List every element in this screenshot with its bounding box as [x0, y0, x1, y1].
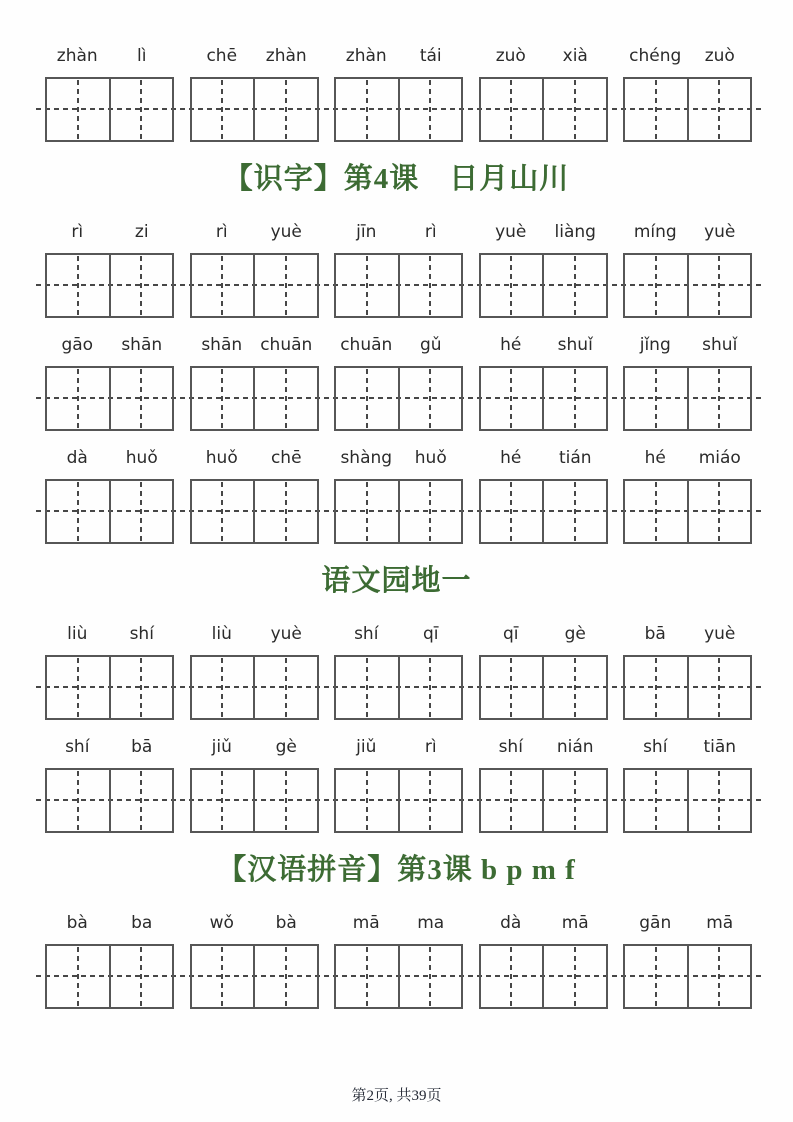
writing-cell — [542, 79, 606, 140]
writing-cell — [481, 946, 543, 1007]
pinyin-syllable: zuò — [495, 46, 526, 66]
word-unit — [45, 448, 174, 544]
writing-grid — [334, 366, 463, 431]
pinyin-syllable: huǒ — [414, 448, 447, 468]
pinyin-syllable: rì — [424, 222, 437, 242]
word-unit-list — [45, 222, 752, 318]
pinyin-syllable: qī — [502, 624, 519, 644]
word-unit-list — [45, 335, 752, 431]
writing-cell — [109, 946, 173, 1007]
writing-cell — [687, 657, 751, 718]
word-row — [45, 913, 752, 1009]
writing-cell — [481, 79, 543, 140]
writing-cell — [542, 481, 606, 542]
writing-cell — [336, 481, 398, 542]
pinyin-labels — [623, 222, 752, 253]
word-unit — [623, 222, 752, 318]
pinyin-labels — [190, 448, 319, 479]
pinyin-labels — [479, 222, 608, 253]
pinyin-syllable: shí — [498, 737, 523, 757]
writing-cell — [687, 770, 751, 831]
writing-grid — [479, 944, 608, 1009]
pinyin-syllable: xià — [562, 46, 588, 66]
word-unit — [190, 222, 319, 318]
pinyin-syllable: bà — [275, 913, 297, 933]
pinyin-syllable: dà — [66, 448, 88, 468]
writing-grid — [190, 253, 319, 318]
writing-cell — [481, 770, 543, 831]
pinyin-labels — [45, 46, 174, 77]
word-unit — [190, 335, 319, 431]
writing-cell — [625, 255, 687, 316]
word-row — [45, 335, 752, 431]
word-unit — [479, 448, 608, 544]
pinyin-syllable: hé — [644, 448, 666, 468]
writing-grid — [45, 655, 174, 720]
writing-cell — [47, 255, 109, 316]
writing-cell — [687, 368, 751, 429]
writing-grid — [479, 768, 608, 833]
writing-grid — [623, 366, 752, 431]
word-unit — [45, 335, 174, 431]
pinyin-syllable: hé — [500, 335, 522, 355]
writing-grid — [334, 944, 463, 1009]
writing-cell — [398, 770, 462, 831]
writing-grid — [334, 479, 463, 544]
pinyin-syllable: zhàn — [56, 46, 98, 66]
writing-grid — [479, 655, 608, 720]
word-unit — [623, 624, 752, 720]
writing-cell — [47, 79, 109, 140]
pinyin-labels — [190, 737, 319, 768]
writing-grid — [623, 253, 752, 318]
writing-cell — [481, 481, 543, 542]
word-unit-list — [45, 448, 752, 544]
word-unit — [334, 46, 463, 142]
writing-cell — [542, 368, 606, 429]
writing-grid — [334, 768, 463, 833]
writing-cell — [109, 79, 173, 140]
word-unit — [334, 222, 463, 318]
writing-grid — [334, 77, 463, 142]
pinyin-syllable: chuān — [260, 335, 313, 355]
word-unit — [334, 737, 463, 833]
word-unit — [190, 46, 319, 142]
writing-cell — [192, 79, 254, 140]
pinyin-syllable: liàng — [554, 222, 596, 242]
writing-cell — [109, 657, 173, 718]
pinyin-labels — [190, 624, 319, 655]
pinyin-syllable: shí — [354, 624, 379, 644]
word-unit — [479, 624, 608, 720]
writing-grid — [45, 944, 174, 1009]
writing-cell — [625, 946, 687, 1007]
word-row — [45, 222, 752, 318]
pinyin-labels — [479, 448, 608, 479]
pinyin-syllable: chuān — [340, 335, 393, 355]
writing-cell — [398, 946, 462, 1007]
pinyin-labels — [623, 624, 752, 655]
pinyin-labels — [479, 46, 608, 77]
pinyin-labels — [623, 448, 752, 479]
pinyin-syllable: bà — [66, 913, 88, 933]
pinyin-syllable: mā — [352, 913, 380, 933]
pinyin-syllable: gāo — [61, 335, 94, 355]
section-heading-yuwen-yuandi-1: 语文园地一 — [321, 565, 472, 597]
writing-grid — [45, 479, 174, 544]
writing-grid — [479, 253, 608, 318]
writing-cell — [398, 657, 462, 718]
word-row — [45, 624, 752, 720]
word-unit — [190, 913, 319, 1009]
writing-cell — [687, 79, 751, 140]
pinyin-syllable: bā — [644, 624, 666, 644]
pinyin-syllable: lì — [137, 46, 147, 66]
pinyin-syllable: shàng — [340, 448, 393, 468]
writing-cell — [336, 657, 398, 718]
pinyin-syllable: dà — [500, 913, 522, 933]
writing-grid — [479, 479, 608, 544]
writing-cell — [481, 255, 543, 316]
pinyin-syllable: yuè — [704, 222, 736, 242]
pinyin-labels — [334, 46, 463, 77]
writing-grid — [334, 655, 463, 720]
pinyin-labels — [479, 335, 608, 366]
pinyin-syllable: gān — [639, 913, 672, 933]
writing-cell — [109, 255, 173, 316]
pinyin-labels — [334, 913, 463, 944]
word-unit — [190, 624, 319, 720]
word-unit-list — [45, 46, 752, 142]
writing-cell — [253, 79, 317, 140]
pinyin-syllable: tián — [558, 448, 592, 468]
pinyin-labels — [45, 335, 174, 366]
writing-cell — [625, 79, 687, 140]
writing-grid — [334, 253, 463, 318]
pinyin-syllable: rì — [215, 222, 228, 242]
word-unit — [623, 46, 752, 142]
section-heading-shizi-lesson4: 【识字】第4课 日月山川 — [223, 163, 570, 195]
word-unit-list — [45, 913, 752, 1009]
writing-cell — [109, 368, 173, 429]
writing-cell — [253, 481, 317, 542]
writing-cell — [336, 255, 398, 316]
pinyin-syllable: chéng — [629, 46, 682, 66]
writing-cell — [192, 657, 254, 718]
writing-cell — [253, 770, 317, 831]
word-unit — [623, 737, 752, 833]
pinyin-syllable: liù — [67, 624, 88, 644]
word-row — [45, 448, 752, 544]
pinyin-labels — [334, 737, 463, 768]
writing-cell — [192, 770, 254, 831]
word-unit — [623, 448, 752, 544]
writing-grid — [190, 479, 319, 544]
pinyin-syllable: chē — [270, 448, 302, 468]
writing-cell — [542, 657, 606, 718]
pinyin-syllable: wǒ — [209, 913, 234, 933]
pinyin-syllable: nián — [556, 737, 594, 757]
pinyin-labels — [623, 737, 752, 768]
writing-grid — [190, 77, 319, 142]
pinyin-syllable: shuǐ — [702, 335, 738, 355]
writing-cell — [542, 770, 606, 831]
writing-cell — [542, 946, 606, 1007]
pinyin-syllable: gǔ — [419, 335, 442, 355]
writing-grid — [623, 479, 752, 544]
writing-cell — [625, 770, 687, 831]
pinyin-syllable: jiǔ — [356, 737, 377, 757]
word-unit — [190, 448, 319, 544]
pinyin-labels — [623, 46, 752, 77]
pinyin-syllable: mā — [706, 913, 734, 933]
pinyin-syllable: jiǔ — [211, 737, 232, 757]
writing-cell — [47, 368, 109, 429]
word-unit — [479, 913, 608, 1009]
pinyin-syllable: gè — [564, 624, 586, 644]
word-row — [45, 46, 752, 142]
pinyin-syllable: yuè — [495, 222, 527, 242]
pinyin-syllable: ba — [131, 913, 153, 933]
section-heading-hanyu-pinyin-lesson3: 【汉语拼音】第3课 b p m f — [217, 854, 576, 886]
writing-grid — [45, 366, 174, 431]
writing-grid — [623, 768, 752, 833]
writing-grid — [623, 944, 752, 1009]
pinyin-syllable: jīn — [356, 222, 377, 242]
pinyin-syllable: shuǐ — [557, 335, 593, 355]
pinyin-syllable: hé — [500, 448, 522, 468]
pinyin-labels — [334, 335, 463, 366]
pinyin-syllable: bā — [131, 737, 153, 757]
pinyin-labels — [190, 335, 319, 366]
pinyin-syllable: liù — [211, 624, 232, 644]
writing-cell — [687, 481, 751, 542]
pinyin-syllable: gè — [275, 737, 297, 757]
writing-cell — [253, 255, 317, 316]
writing-cell — [625, 368, 687, 429]
writing-cell — [625, 657, 687, 718]
writing-cell — [398, 481, 462, 542]
pinyin-syllable: zi — [134, 222, 149, 242]
writing-cell — [398, 79, 462, 140]
pinyin-syllable: zhàn — [265, 46, 307, 66]
pinyin-syllable: tiān — [703, 737, 737, 757]
writing-cell — [192, 481, 254, 542]
writing-grid — [190, 366, 319, 431]
word-unit — [479, 222, 608, 318]
pinyin-syllable: mā — [561, 913, 589, 933]
word-unit — [45, 913, 174, 1009]
word-unit — [45, 624, 174, 720]
word-unit — [45, 46, 174, 142]
word-row — [45, 737, 752, 833]
page-number: 第2页, 共39页 — [351, 1088, 442, 1104]
writing-grid — [190, 944, 319, 1009]
pinyin-labels — [45, 624, 174, 655]
pinyin-syllable: ma — [417, 913, 445, 933]
word-unit — [190, 737, 319, 833]
writing-grid — [623, 77, 752, 142]
writing-cell — [687, 255, 751, 316]
pinyin-syllable: tái — [419, 46, 442, 66]
pinyin-labels — [623, 335, 752, 366]
writing-cell — [253, 657, 317, 718]
pinyin-syllable: rì — [71, 222, 84, 242]
pinyin-labels — [45, 222, 174, 253]
writing-cell — [336, 368, 398, 429]
word-unit — [45, 737, 174, 833]
writing-cell — [47, 770, 109, 831]
writing-cell — [109, 770, 173, 831]
pinyin-labels — [45, 913, 174, 944]
pinyin-labels — [334, 624, 463, 655]
writing-cell — [192, 368, 254, 429]
word-unit — [334, 448, 463, 544]
pinyin-syllable: zhàn — [345, 46, 387, 66]
pinyin-syllable: zuò — [704, 46, 735, 66]
pinyin-syllable: jǐng — [639, 335, 671, 355]
writing-cell — [192, 255, 254, 316]
pinyin-labels — [45, 737, 174, 768]
writing-cell — [47, 481, 109, 542]
writing-cell — [109, 481, 173, 542]
pinyin-labels — [479, 913, 608, 944]
pinyin-syllable: huǒ — [125, 448, 158, 468]
writing-cell — [542, 255, 606, 316]
writing-grid — [45, 768, 174, 833]
pinyin-syllable: qī — [422, 624, 439, 644]
writing-cell — [336, 770, 398, 831]
writing-grid — [190, 768, 319, 833]
writing-cell — [398, 255, 462, 316]
pinyin-syllable: míng — [633, 222, 677, 242]
writing-cell — [625, 481, 687, 542]
word-unit — [334, 624, 463, 720]
writing-cell — [336, 79, 398, 140]
word-unit — [334, 913, 463, 1009]
word-unit — [479, 46, 608, 142]
pinyin-syllable: yuè — [270, 624, 302, 644]
writing-grid — [479, 366, 608, 431]
pinyin-labels — [479, 624, 608, 655]
pinyin-labels — [623, 913, 752, 944]
pinyin-labels — [334, 448, 463, 479]
pinyin-syllable: shān — [121, 335, 163, 355]
writing-cell — [253, 946, 317, 1007]
writing-cell — [47, 657, 109, 718]
word-unit — [479, 335, 608, 431]
writing-grid — [45, 253, 174, 318]
writing-grid — [623, 655, 752, 720]
pinyin-labels — [190, 913, 319, 944]
pinyin-syllable: shí — [129, 624, 154, 644]
writing-cell — [481, 368, 543, 429]
word-unit — [623, 913, 752, 1009]
word-unit — [623, 335, 752, 431]
word-unit — [45, 222, 174, 318]
word-unit-list — [45, 624, 752, 720]
word-unit — [479, 737, 608, 833]
pinyin-syllable: huǒ — [205, 448, 238, 468]
word-unit — [334, 335, 463, 431]
writing-cell — [336, 946, 398, 1007]
pinyin-syllable: shí — [643, 737, 668, 757]
writing-cell — [47, 946, 109, 1007]
writing-grid — [45, 77, 174, 142]
pinyin-syllable: rì — [424, 737, 437, 757]
pinyin-labels — [190, 222, 319, 253]
pinyin-syllable: miáo — [698, 448, 741, 468]
writing-grid — [479, 77, 608, 142]
pinyin-labels — [334, 222, 463, 253]
writing-grid — [190, 655, 319, 720]
writing-cell — [481, 657, 543, 718]
writing-cell — [398, 368, 462, 429]
pinyin-labels — [479, 737, 608, 768]
pinyin-syllable: chē — [206, 46, 238, 66]
pinyin-labels — [190, 46, 319, 77]
writing-cell — [253, 368, 317, 429]
pinyin-syllable: yuè — [704, 624, 736, 644]
writing-cell — [687, 946, 751, 1007]
pinyin-syllable: yuè — [270, 222, 302, 242]
pinyin-labels — [45, 448, 174, 479]
word-unit-list — [45, 737, 752, 833]
writing-cell — [192, 946, 254, 1007]
pinyin-syllable: shí — [65, 737, 90, 757]
pinyin-syllable: shān — [201, 335, 243, 355]
